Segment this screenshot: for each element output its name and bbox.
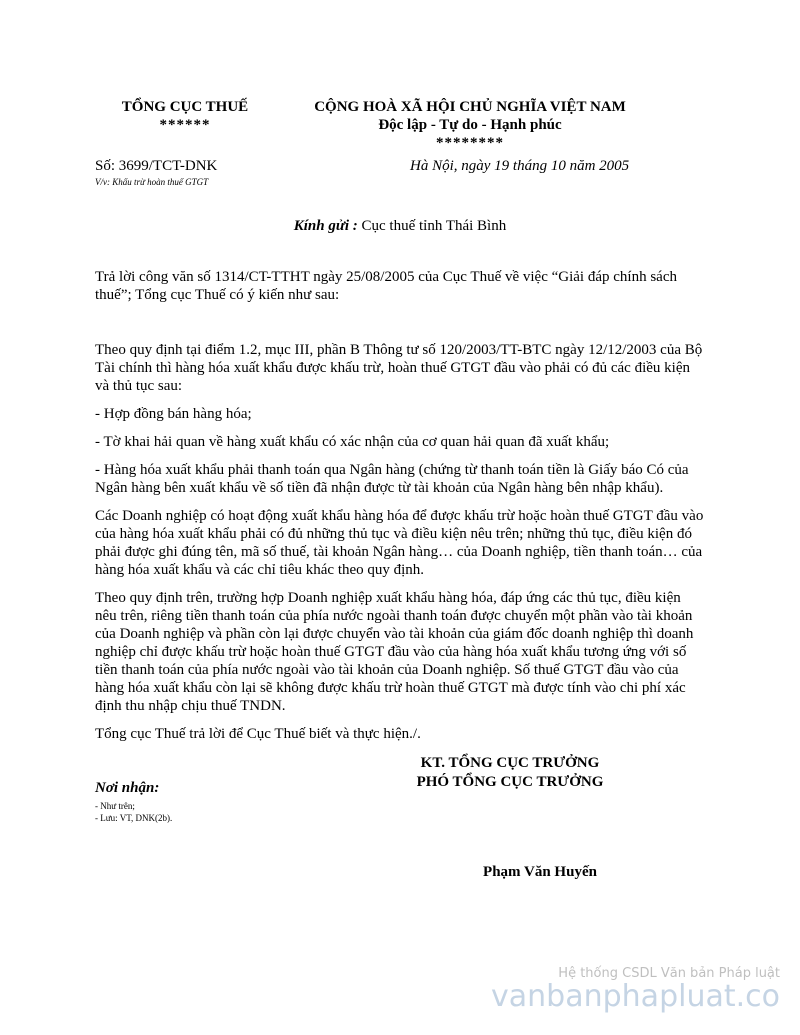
paragraph-3: Các Doanh nghiệp có hoạt động xuất khẩu hàng hóa để được khấu trừ hoặc hoàn thuế GTGT đầu vào của hàng hóa xuất khẩu phải có đủ những thủ tục và điều kiện nêu trên; những thủ tục, điều kiện đó phải được ghi đúng tên, mã số thuế, tài khoản Ngân hàng… của Doanh nghiệp, tiền thanh toán… của hàng hóa xuất khẩu và các chỉ tiêu khác theo quy định.: [95, 508, 704, 578]
agency-stars: ******: [159, 117, 211, 133]
signature-title-block: [380, 754, 640, 792]
document-number: Số: 3699/TCT-DNK: [95, 158, 218, 174]
recipients-list: [95, 800, 172, 824]
body-content: [95, 341, 705, 753]
paragraph-2: Theo quy định tại điểm 1.2, mục III, phần B Thông tư số 120/2003/TT-BTC ngày 12/12/2003 của Bộ Tài chính thì hàng hóa xuất khẩu được khấu trừ, hoàn thuế GTGT đầu vào phải có đủ các điều kiện và thủ tục sau:: [95, 342, 703, 394]
recipient-item: - Như trên;: [95, 801, 135, 811]
watermark-line-1: Hệ thống CSDL Văn bản Pháp luật: [558, 966, 780, 981]
nation-header: [300, 98, 640, 152]
bullet-contract: - Hợp đồng bán hàng hóa;: [95, 406, 252, 422]
motto-stars: ********: [436, 135, 504, 151]
recipients-title: Nơi nhận:: [95, 780, 160, 796]
recipient-line: [0, 218, 800, 235]
bullet-customs: - Tờ khai hải quan về hàng xuất khẩu có xác nhận của cơ quan hải quan đã xuất khẩu;: [95, 434, 610, 450]
agency-header: [95, 98, 275, 134]
signature-line-1: KT. TỔNG CỤC TRƯỞNG: [420, 755, 600, 771]
motto: Độc lập - Tự do - Hạnh phúc: [378, 117, 562, 133]
recipient-item: - Lưu: VT, DNK(2b).: [95, 813, 173, 823]
watermark-line-2: vanbanphapluat.co: [491, 979, 780, 1014]
nation-title: CỘNG HOÀ XÃ HỘI CHỦ NGHĨA VIỆT NAM: [314, 99, 626, 115]
signature-line-2: PHÓ TỔNG CỤC TRƯỞNG: [416, 774, 604, 790]
bullet-bank-payment: - Hàng hóa xuất khẩu phải thanh toán qua Ngân hàng (chứng từ thanh toán tiền là Giấy báo Có của Ngân hàng bên xuất khẩu về số tiền đã nhận được từ tài khoản của Ngân hàng bên nhập khẩu).: [95, 462, 689, 496]
place-date: Hà Nội, ngày 19 tháng 10 năm 2005: [410, 158, 630, 174]
paragraph-1: Trả lời công văn số 1314/CT-TTHT ngày 25/08/2005 của Cục Thuế về việc “Giải đáp chính sách thuế”; Tổng cục Thuế có ý kiến như sau:: [95, 269, 677, 303]
agency-name: TỔNG CỤC THUẾ: [121, 99, 249, 115]
document-subject: V/v: Khấu trừ hoàn thuế GTGT: [95, 177, 209, 187]
paragraph-4: Theo quy định trên, trường hợp Doanh nghiệp xuất khẩu hàng hóa, đáp ứng các thủ tục, điều kiện nêu trên, riêng tiền thanh toán của phía nước ngoài thanh toán được chuyển một phần vào tài khoản của Doanh nghiệp và phần còn lại được chuyển vào tài khoản của giám đốc doanh nghiệp thì doanh nghiệp chỉ được khấu trừ hoặc hoàn thuế GTGT đầu vào của hàng hóa xuất khẩu tương ứng với số tiền thanh toán của phía nước ngoài vào tài khoản của Doanh nghiệp. Số thuế GTGT đầu vào của hàng hóa xuất khẩu còn lại sẽ không được khấu trừ hoàn thuế GTGT mà được tính vào chi phí xác định thu nhập chịu thuế TNDN.: [95, 590, 694, 714]
recipient-label: Kính gửi :: [293, 218, 358, 234]
signer-name: Phạm Văn Huyến: [483, 864, 597, 880]
paragraph-5: Tổng cục Thuế trả lời để Cục Thuế biết và thực hiện./.: [95, 726, 421, 742]
paragraph-intro: [95, 268, 705, 314]
recipient-name: Cục thuế tỉnh Thái Bình: [361, 218, 507, 234]
